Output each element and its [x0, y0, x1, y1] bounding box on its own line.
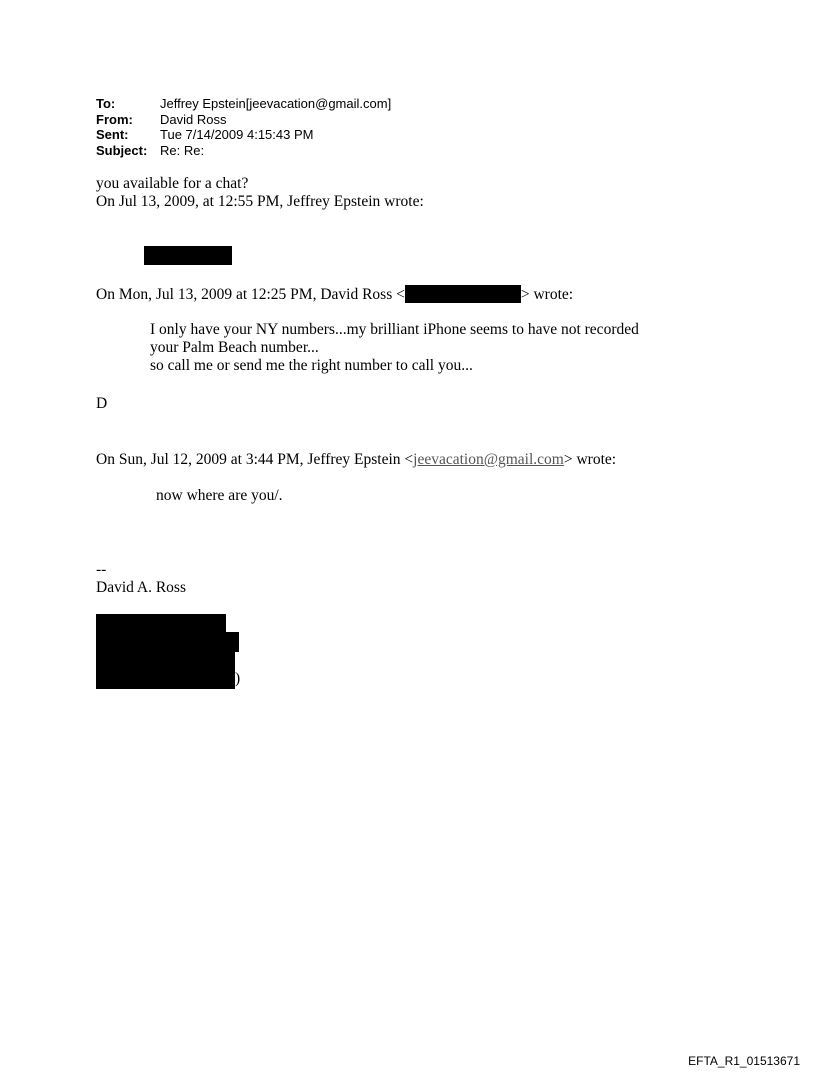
quote1-suffix: > wrote: — [520, 286, 574, 303]
quote2-header — [96, 451, 616, 469]
subject-label: Subject: — [96, 143, 148, 158]
body-line-1: you available for a chat? — [96, 175, 249, 192]
redaction-email — [405, 285, 521, 303]
redaction-block — [144, 246, 232, 265]
quote1-prefix: On Mon, Jul 13, 2009 at 12:25 PM, David Ross < — [96, 286, 405, 303]
quote2-text: now where are you/. — [156, 487, 283, 504]
subject-row — [96, 143, 204, 159]
quote1-text-2: your Palm Beach number... — [150, 339, 319, 356]
quote1-header — [96, 285, 573, 304]
signature-dashes: -- — [96, 561, 107, 578]
quote2-email-link[interactable]: jeevacation@gmail.com — [413, 451, 564, 468]
quote2-prefix: On Sun, Jul 12, 2009 at 3:44 PM, Jeffrey Epstein < — [96, 451, 414, 468]
from-row — [96, 112, 226, 128]
to-value: Jeffrey Epstein[jeevacation@gmail.com] — [160, 96, 392, 111]
quote1-text-3: so call me or send me the right number to call you... — [150, 357, 473, 374]
to-row — [96, 96, 391, 112]
from-value: David Ross — [160, 112, 227, 127]
from-label: From: — [96, 112, 133, 127]
sent-label: Sent: — [96, 127, 129, 142]
redaction-block — [96, 614, 226, 634]
sent-value: Tue 7/14/2009 4:15:43 PM — [160, 127, 314, 142]
subject-value: Re: Re: — [160, 143, 205, 158]
signature-name: David A. Ross — [96, 579, 186, 596]
quote1-text-1: I only have your NY numbers...my brilliant iPhone seems to have not recorded — [150, 321, 639, 338]
redaction-block — [96, 650, 235, 670]
initial-d: D — [96, 395, 108, 412]
redaction-block — [96, 632, 239, 652]
body-line-2: On Jul 13, 2009, at 12:55 PM, Jeffrey Epstein wrote: — [96, 193, 424, 210]
quote2-suffix: > wrote: — [563, 451, 617, 468]
document-id: EFTA_R1_01513671 — [688, 1054, 800, 1068]
to-label: To: — [96, 96, 116, 111]
signature-trailing-paren: ) — [235, 670, 241, 687]
redaction-block — [96, 668, 235, 689]
sent-row — [96, 127, 313, 143]
